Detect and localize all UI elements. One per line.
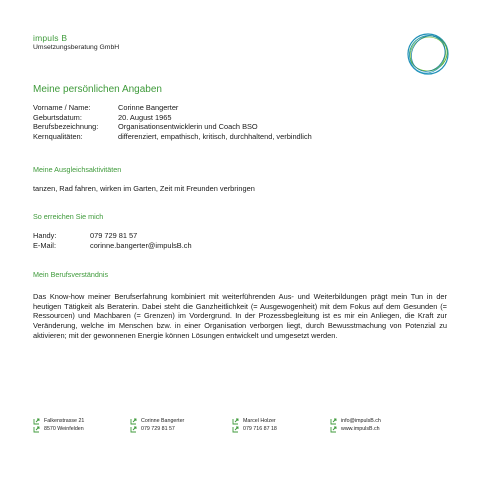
fact-value: Corinne Bangerter (118, 103, 179, 112)
contact-value: corinne.bangerter@impulsB.ch (90, 240, 192, 250)
contact-label: Handy: (33, 231, 57, 240)
footer-line: 079 716 87 18 (243, 426, 277, 432)
swirl-circle-logo-icon (404, 30, 452, 78)
brand-name: impuls B (33, 33, 68, 43)
footer-line: 079 729 81 57 (141, 426, 175, 432)
contact-row (33, 231, 192, 241)
footer-line: Corinne Bangerter (141, 418, 185, 424)
footer-line: Marcel Holzer (243, 418, 276, 424)
fact-label: Berufsbezeichnung: (33, 122, 99, 132)
contact-label: E-Mail: (33, 240, 56, 250)
fact-label: Geburtsdatum: (33, 112, 82, 122)
section-title-ausgleich: Meine Ausgleichsaktivitäten (33, 165, 122, 174)
beruf-text: Das Know-how meiner Berufserfahrung kombiniert mit weiterführenden Aus- und Weiterbildungen prägt mein Tun in der heutigen Tätigkeit als Beraterin. Dabei steht die Ganzheitlichkeit (= Ausgewogenheit) mit dem Fokus auf dem Gesunden (= Ressourcen) und Machbaren (= Grenzen) im Vordergrund. In der Prozessbegleitung ist es mir ein Anliegen, die Kraft zur Veränderung, welche im Menschen bzw. in einer Organisation verborgen liegt, durch Bewusstmachung von Potenzial zu aktivieren; mit der gewonnenen Energie können Lösungen entwickelt und umgesetzt werden. (33, 292, 447, 340)
arrow-bracket-icon (232, 418, 239, 425)
fact-row (33, 103, 312, 113)
contact-row (33, 241, 192, 251)
footer-web-link[interactable]: www.impulsB.ch (341, 426, 380, 432)
fact-value: differenziert, empathisch, kritisch, durchhaltend, verbindlich (118, 132, 312, 142)
brand-subtitle: Umsetzungsberatung GmbH (33, 44, 120, 51)
arrow-bracket-icon (130, 418, 137, 425)
arrow-bracket-icon (33, 426, 40, 433)
footer-email-link[interactable]: info@impulsB.ch (341, 418, 381, 424)
footer-line: Falkenstrasse 21 (44, 418, 85, 424)
fact-label: Vorname / Name: (33, 103, 91, 112)
fact-row (33, 132, 312, 142)
fact-value: Organisationsentwicklerin und Coach BSO (118, 122, 258, 132)
footer-person-2 (232, 417, 277, 433)
arrow-bracket-icon (330, 418, 337, 425)
ausgleich-text: tanzen, Rad fahren, wirken im Garten, Zeit mit Freunden verbringen (33, 184, 255, 193)
fact-label: Kernqualitäten: (33, 132, 83, 142)
footer-address (33, 417, 84, 433)
footer-web (330, 417, 381, 433)
arrow-bracket-icon (232, 426, 239, 433)
arrow-bracket-icon (330, 426, 337, 433)
fact-row (33, 113, 312, 123)
personal-facts (33, 103, 312, 142)
arrow-bracket-icon (33, 418, 40, 425)
footer-person-1 (130, 417, 184, 433)
fact-row (33, 122, 312, 132)
section-title-beruf: Mein Berufsverständnis (33, 270, 109, 279)
contact-value: 079 729 81 57 (90, 231, 138, 240)
section-title-contact: So erreichen Sie mich (33, 212, 104, 221)
fact-value: 20. August 1965 (118, 112, 172, 122)
arrow-bracket-icon (130, 426, 137, 433)
footer-line: 8570 Weinfelden (44, 426, 84, 432)
brand-block (33, 33, 119, 51)
footer (33, 417, 453, 441)
page-title: Meine persönlichen Angaben (33, 84, 162, 95)
contact-block (33, 231, 192, 250)
